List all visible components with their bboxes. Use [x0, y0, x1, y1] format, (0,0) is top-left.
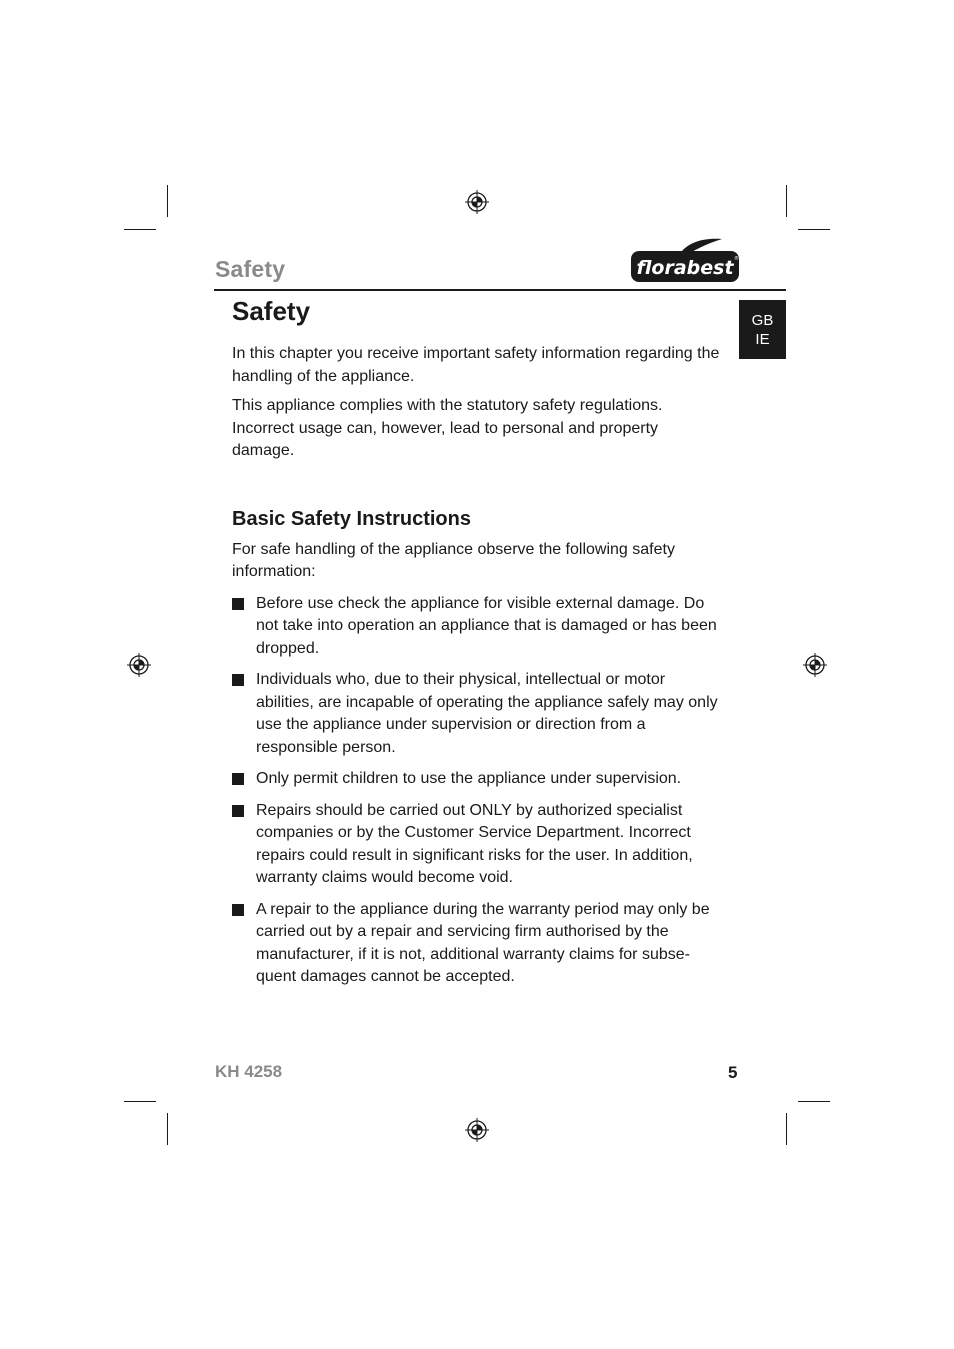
- crop-mark-top-left-horizontal: [124, 229, 156, 230]
- list-item: [232, 800, 720, 890]
- language-tab: [739, 300, 786, 359]
- language-code-ie: IE: [755, 330, 770, 348]
- bullet-square-icon: [232, 773, 244, 785]
- crop-mark-bottom-right-vertical: [786, 1113, 787, 1145]
- crop-mark-top-right-horizontal: [798, 229, 830, 230]
- florabest-logo: [630, 238, 740, 284]
- list-item: [232, 899, 720, 989]
- running-header-title: Safety: [215, 256, 286, 282]
- bullet-square-icon: [232, 904, 244, 916]
- registration-target-icon: [803, 653, 827, 677]
- svg-text:florabest: florabest: [636, 257, 734, 279]
- header-divider: [214, 289, 786, 291]
- crop-mark-top-right-vertical: [786, 185, 787, 217]
- section-intro: For safe handling of the appliance observe the following safety information:: [232, 540, 675, 580]
- crop-mark-bottom-left-horizontal: [124, 1101, 156, 1102]
- footer-model-number: KH 4258: [215, 1062, 283, 1081]
- list-item-text: Before use check the appliance for visible external damage. Do not take into operation an appliance that is damaged or has been dropped.: [256, 594, 717, 657]
- main-content: [232, 296, 720, 998]
- safety-bullet-list: [232, 593, 720, 989]
- list-item: [232, 768, 720, 791]
- list-item-text: Only permit children to use the appliance under supervision.: [256, 770, 682, 787]
- section-heading: Basic Safety Instructions: [232, 507, 471, 530]
- registration-target-icon: [465, 190, 489, 214]
- list-item-text: Individuals who, due to their physical, intellectual or motor abilities, are incapable of operating the appliance safely may only use the appliance under supervision or direction from a responsible person.: [256, 671, 718, 756]
- page-title: Safety: [232, 296, 311, 326]
- bullet-square-icon: [232, 805, 244, 817]
- list-item: [232, 593, 720, 661]
- registration-target-icon: [465, 1118, 489, 1142]
- crop-mark-bottom-left-vertical: [167, 1113, 168, 1145]
- crop-mark-bottom-right-horizontal: [798, 1101, 830, 1102]
- list-item: [232, 669, 720, 759]
- language-code-gb: GB: [751, 311, 774, 329]
- list-item-text: Repairs should be carried out ONLY by authorized specialist companies or by the Customer Service Department. Incorrect repairs could result in significant risks for the user. In addition, warranty claims would become void.: [256, 801, 693, 886]
- registration-target-icon: [127, 653, 151, 677]
- crop-mark-top-left-vertical: [167, 185, 168, 217]
- list-item-text: A repair to the appliance during the warranty period may only be carried out by a repair and servicing firm authorised by the manufacturer, if it is not, additional warranty claims for subse-quent damages cannot be accepted.: [256, 900, 710, 985]
- page-number: 5: [728, 1063, 738, 1082]
- svg-text:®: ®: [734, 256, 739, 262]
- bullet-square-icon: [232, 598, 244, 610]
- intro-paragraph: In this chapter you receive important safety information regarding the handling of the appliance.: [232, 345, 720, 385]
- bullet-square-icon: [232, 674, 244, 686]
- intro-paragraph: This appliance complies with the statutory safety regulations. Incorrect usage can, however, lead to personal and property damage.: [232, 397, 663, 459]
